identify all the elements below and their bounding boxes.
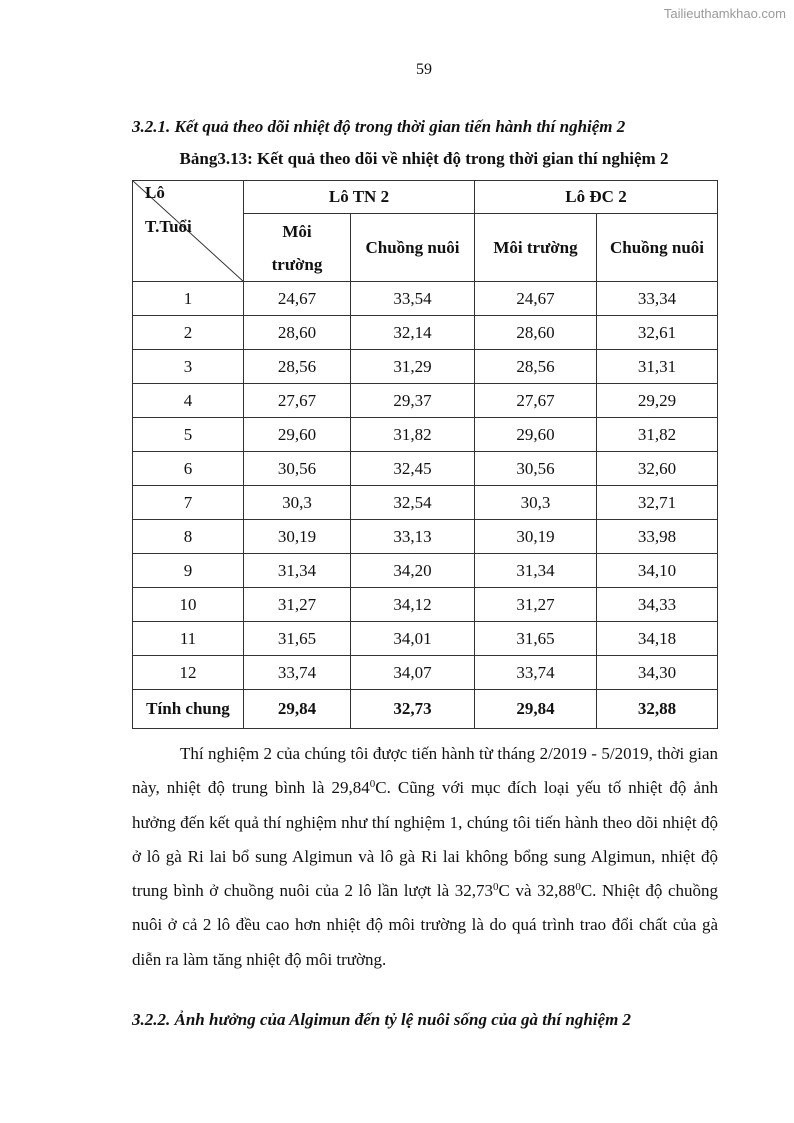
subheader-dc2-coop: Chuồng nuôi	[597, 214, 718, 282]
age-cell: 9	[133, 554, 244, 588]
group-header-dc2: Lô ĐC 2	[475, 181, 718, 214]
value-cell: 28,60	[475, 316, 597, 350]
age-cell: 1	[133, 282, 244, 316]
age-cell: 12	[133, 656, 244, 690]
value-cell: 34,12	[351, 588, 475, 622]
total-value-cell: 29,84	[475, 690, 597, 729]
value-cell: 28,56	[244, 350, 351, 384]
table-total-row	[133, 690, 718, 729]
degree-superscript: 0	[493, 881, 499, 894]
value-cell: 34,10	[597, 554, 718, 588]
table-row	[133, 350, 718, 384]
value-cell: 28,60	[244, 316, 351, 350]
value-cell: 34,30	[597, 656, 718, 690]
value-cell: 30,19	[244, 520, 351, 554]
value-cell: 33,74	[244, 656, 351, 690]
total-label-cell: Tính chung	[133, 690, 244, 729]
value-cell: 31,27	[244, 588, 351, 622]
value-cell: 30,19	[475, 520, 597, 554]
table-row	[133, 622, 718, 656]
value-cell: 32,71	[597, 486, 718, 520]
table-row	[133, 554, 718, 588]
value-cell: 30,56	[244, 452, 351, 486]
paragraph-text-1: Thí nghiệm 2 của chúng tôi được tiến hành từ tháng 2/2019 - 5/2019, thời gian này, nhiệt độ trung bình là 29,84	[132, 744, 718, 798]
corner-header-cell	[133, 181, 244, 282]
group-header-tn2: Lô TN 2	[244, 181, 475, 214]
value-cell: 31,65	[244, 622, 351, 656]
subheader-dc2-environment: Môi trường	[475, 214, 597, 282]
page-number: 59	[416, 61, 432, 78]
value-cell: 34,20	[351, 554, 475, 588]
age-cell: 4	[133, 384, 244, 418]
section-heading-3-2-2: 3.2.2. Ảnh hưởng của Algimun đến tỷ lệ nuôi sống của gà thí nghiệm 2	[132, 1010, 632, 1029]
value-cell: 33,13	[351, 520, 475, 554]
value-cell: 33,34	[597, 282, 718, 316]
value-cell: 30,3	[244, 486, 351, 520]
value-cell: 32,61	[597, 316, 718, 350]
value-cell: 33,98	[597, 520, 718, 554]
value-cell: 31,27	[475, 588, 597, 622]
age-cell: 3	[133, 350, 244, 384]
value-cell: 32,60	[597, 452, 718, 486]
table-row	[133, 656, 718, 690]
value-cell: 34,33	[597, 588, 718, 622]
value-cell: 30,56	[475, 452, 597, 486]
value-cell: 31,31	[597, 350, 718, 384]
value-cell: 32,45	[351, 452, 475, 486]
value-cell: 33,74	[475, 656, 597, 690]
paragraph-text-4: C. Nhiệt độ chuồng nuôi ở cả 2 lô đều cao hơn nhiệt độ môi trường là do quá trình trao đổi chất của gà diễn ra làm tăng nhiệt độ môi trường.	[132, 881, 718, 969]
value-cell: 29,60	[475, 418, 597, 452]
age-cell: 6	[133, 452, 244, 486]
paragraph-text-2: C. Cũng với mục đích loại yếu tố nhiệt độ ảnh hưởng đến kết quả thí nghiệm như thí nghiệm 1, chúng tôi tiến hành theo dõi nhiệt độ ở lô gà Ri lai bổ sung Algimun và lô gà Ri lai không bổng sung Algimun, nhiệt độ trung bình ở chuồng nuôi của 2 lô lần lượt là 32,73	[132, 778, 718, 901]
age-cell: 8	[133, 520, 244, 554]
value-cell: 29,29	[597, 384, 718, 418]
value-cell: 30,3	[475, 486, 597, 520]
value-cell: 27,67	[244, 384, 351, 418]
value-cell: 29,37	[351, 384, 475, 418]
temperature-table	[132, 180, 718, 729]
age-cell: 2	[133, 316, 244, 350]
value-cell: 34,01	[351, 622, 475, 656]
total-value-cell: 29,84	[244, 690, 351, 729]
subheader-tn2-environment: Môi trường	[244, 214, 351, 282]
value-cell: 31,29	[351, 350, 475, 384]
value-cell: 34,07	[351, 656, 475, 690]
degree-superscript: 0	[575, 881, 581, 894]
total-value-cell: 32,88	[597, 690, 718, 729]
total-value-cell: 32,73	[351, 690, 475, 729]
table-caption: Bảng3.13: Kết quả theo dõi về nhiệt độ trong thời gian thí nghiệm 2	[179, 149, 669, 168]
value-cell: 31,34	[244, 554, 351, 588]
value-cell: 32,54	[351, 486, 475, 520]
table-row	[133, 282, 718, 316]
value-cell: 31,82	[597, 418, 718, 452]
value-cell: 27,67	[475, 384, 597, 418]
table-row	[133, 520, 718, 554]
value-cell: 34,18	[597, 622, 718, 656]
corner-label-age: T.Tuổi	[145, 217, 192, 236]
watermark: Tailieuthamkhao.com	[663, 6, 786, 21]
table-row	[133, 384, 718, 418]
body-paragraph	[132, 737, 718, 977]
value-cell: 24,67	[244, 282, 351, 316]
table-row	[133, 588, 718, 622]
subheader-tn2-coop: Chuồng nuôi	[351, 214, 475, 282]
table-header-row	[133, 181, 718, 214]
value-cell: 24,67	[475, 282, 597, 316]
table-row	[133, 486, 718, 520]
value-cell: 29,60	[244, 418, 351, 452]
value-cell: 28,56	[475, 350, 597, 384]
table-row	[133, 418, 718, 452]
degree-superscript: 0	[369, 778, 376, 791]
value-cell: 33,54	[351, 282, 475, 316]
table-row	[133, 452, 718, 486]
age-cell: 5	[133, 418, 244, 452]
corner-label-lot: Lô	[145, 183, 165, 202]
value-cell: 31,65	[475, 622, 597, 656]
age-cell: 10	[133, 588, 244, 622]
paragraph-text-3: C và 32,88	[498, 881, 576, 901]
value-cell: 32,14	[351, 316, 475, 350]
value-cell: 31,34	[475, 554, 597, 588]
age-cell: 11	[133, 622, 244, 656]
age-cell: 7	[133, 486, 244, 520]
table-row	[133, 316, 718, 350]
section-heading-3-2-1: 3.2.1. Kết quả theo dõi nhiệt độ trong thời gian tiến hành thí nghiệm 2	[132, 117, 626, 136]
value-cell: 31,82	[351, 418, 475, 452]
